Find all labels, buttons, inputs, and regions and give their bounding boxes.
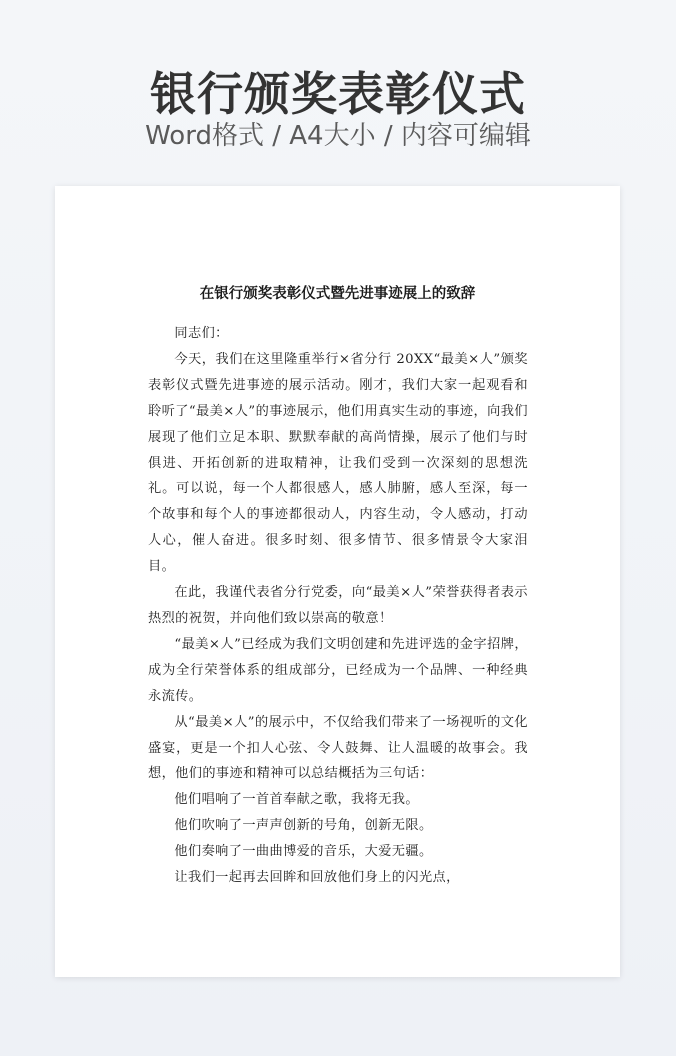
banner-subtitle: Word格式 / A4大小 / 内容可编辑 (145, 121, 531, 151)
paragraph: 他们奏响了一曲曲博爱的音乐，大爱无疆。 (174, 844, 433, 860)
paragraph: 从“最美×人”的展示中，不仅给我们带来了一场视听的文化盛宴，更是一个扣人心弦、令人鼓舞、让人温暖的故事会。我想，他们的事迹和精神可以总结概括为三句话： (148, 714, 528, 782)
salutation: 同志们： (174, 326, 229, 341)
paragraph: 他们唱响了一首首奉献之歌，我将无我。 (174, 792, 419, 808)
document-title: 在银行颁奖表彰仪式暨先进事迹展上的致辞 (199, 286, 476, 302)
header-banner (0, 0, 676, 186)
document-body (148, 321, 528, 891)
paragraph: “最美×人”已经成为我们文明创建和先进评选的金字招牌，成为全行荣誉体系的组成部分，已经成为一个品牌、一种经典永流传。 (148, 636, 528, 704)
paragraph: 让我们一起再去回眸和回放他们身上的闪光点， (174, 870, 460, 886)
paragraph: 在此，我谨代表省分行党委，向“最美×人”荣誉获得者表示热烈的祝贺，并向他们致以崇高的敬意！ (148, 585, 528, 626)
paragraph: 今天，我们在这里隆重举行×省分行 20XX“最美×人”颁奖表彰仪式暨先进事迹的展示活动。刚才，我们大家一起观看和聆听了“最美×人”的事迹展示，他们用真实生动的事迹，向我们展现了他们立足本职、默默奉献的高尚情操，展示了他们与时俱进、开拓创新的进取精神，让我们受到一次深刻的思想洗礼。可以说，每一个人都很感人，感人肺腑，感人至深，每一个故事和每个人的事迹都很动人，内容生动，令人感动，打动人心，催人奋进。很多时刻、很多情节、很多情景令大家泪目。 (148, 351, 528, 575)
banner-title: 银行颁奖表彰仪式 (150, 67, 526, 121)
document-page (55, 186, 620, 977)
paragraph: 他们吹响了一声声创新的号角，创新无限。 (174, 818, 433, 834)
